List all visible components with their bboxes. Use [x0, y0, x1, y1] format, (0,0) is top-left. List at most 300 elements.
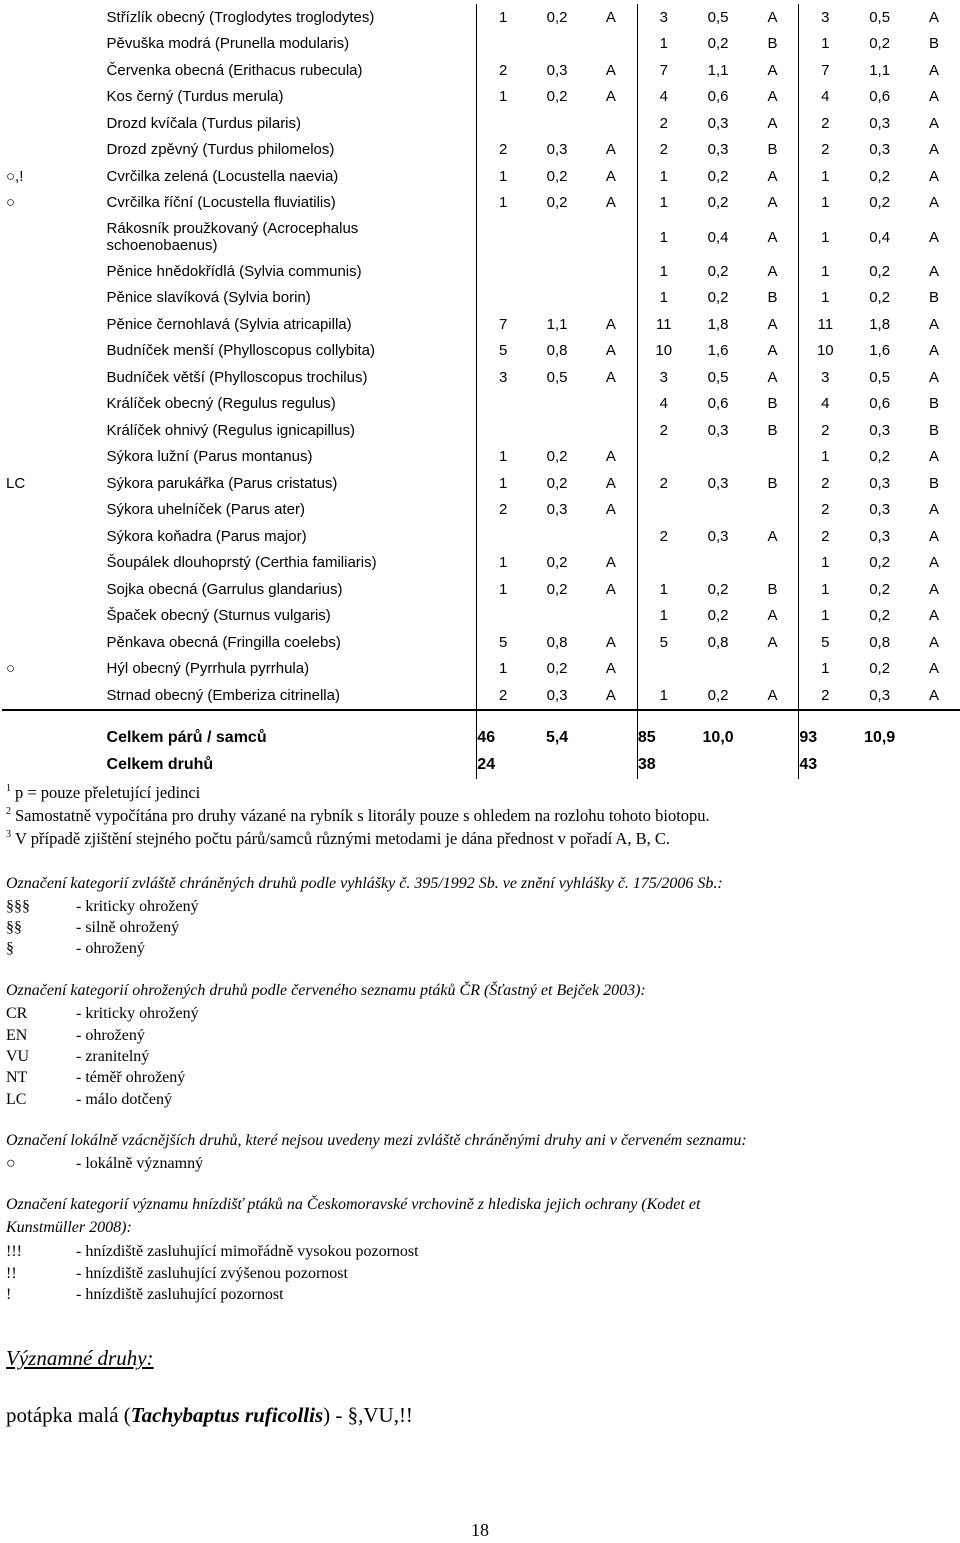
- total-cell: [747, 752, 799, 779]
- species-name: Strnad obecný (Emberiza citrinella): [106, 686, 340, 704]
- count-cell: 1: [477, 576, 529, 603]
- count-cell: [529, 417, 585, 444]
- count-cell: A: [585, 470, 637, 497]
- total-cell: [529, 752, 585, 779]
- species-name: Budníček větší (Phylloscopus trochilus): [106, 368, 368, 386]
- status-symbol: [2, 258, 103, 285]
- species-name: Pěnice slavíková (Sylvia borin): [106, 289, 311, 307]
- total-cell: 85: [637, 729, 656, 746]
- count-cell: B: [929, 289, 940, 307]
- count-cell: A: [585, 163, 637, 190]
- status-symbol: [2, 311, 103, 338]
- status-symbol: ○: [6, 660, 16, 678]
- count-cell: A: [747, 603, 799, 630]
- legend-protected-item: §§§ - kriticky ohrožený: [6, 898, 199, 915]
- count-cell: A: [747, 57, 799, 84]
- count-cell: 1: [477, 656, 529, 683]
- count-cell: A: [747, 216, 799, 258]
- count-cell: A: [747, 311, 799, 338]
- table-row: [2, 497, 960, 524]
- count-cell: 1: [821, 262, 830, 280]
- legend-nesting-item: !! - hnízdiště zasluhující zvýšenou pozornost: [6, 1265, 348, 1282]
- count-cell: 0,2: [707, 35, 729, 53]
- status-symbol: [2, 57, 103, 84]
- status-symbol: [2, 137, 103, 164]
- species-name: Špaček obecný (Sturnus vulgaris): [106, 607, 331, 625]
- count-cell: A: [747, 682, 799, 710]
- total-label: Celkem párů / samců: [106, 729, 267, 746]
- count-cell: [477, 31, 529, 58]
- count-cell: 0,3: [707, 474, 729, 492]
- species-name: Pěnice černohlavá (Sylvia atricapilla): [106, 315, 352, 333]
- count-cell: 3: [821, 368, 830, 386]
- count-cell: 5: [477, 629, 529, 656]
- total-cell: 10,0: [702, 729, 734, 746]
- count-cell: A: [929, 61, 940, 79]
- table-row: [2, 523, 960, 550]
- total-cell: 10,9: [864, 729, 896, 746]
- status-symbol: [2, 444, 103, 471]
- count-cell: 2: [659, 421, 668, 439]
- count-cell: 1,1: [869, 61, 891, 79]
- count-cell: 1: [659, 35, 668, 53]
- count-cell: 2: [659, 114, 668, 132]
- count-cell: 0,5: [869, 368, 891, 386]
- count-cell: A: [747, 629, 799, 656]
- legend-redlist-item: LC - málo dotčený: [6, 1091, 172, 1108]
- count-cell: A: [929, 660, 940, 678]
- status-symbol: [2, 364, 103, 391]
- count-cell: A: [585, 338, 637, 365]
- count-cell: 7: [821, 61, 830, 79]
- table-row: [2, 470, 960, 497]
- count-cell: 2: [821, 114, 830, 132]
- count-cell: 2: [477, 57, 529, 84]
- count-cell: [529, 523, 585, 550]
- count-cell: A: [929, 368, 940, 386]
- count-cell: 0,8: [546, 342, 568, 360]
- legend-nesting-heading: Označení kategorií významu hnízdišť ptáků na Českomoravské vrchovině z hlediska jejich ochrany (Kodet et: [6, 1196, 701, 1213]
- count-cell: [529, 216, 585, 258]
- count-cell: [529, 285, 585, 312]
- table-row: [2, 550, 960, 577]
- species-name: Budníček menší (Phylloscopus collybita): [106, 342, 375, 360]
- count-cell: 0,2: [707, 167, 729, 185]
- count-cell: A: [929, 448, 940, 466]
- count-cell: 0,2: [546, 448, 568, 466]
- status-symbol: [2, 391, 103, 418]
- count-cell: 4: [821, 395, 830, 413]
- count-cell: 2: [477, 497, 529, 524]
- count-cell: 1: [477, 550, 529, 577]
- count-cell: [477, 285, 529, 312]
- species-name: Sýkora parukářka (Parus cristatus): [106, 474, 338, 492]
- species-name: Pěnkava obecná (Fringilla coelebs): [106, 633, 341, 651]
- status-symbol: LC: [6, 474, 26, 492]
- count-cell: B: [747, 137, 799, 164]
- count-cell: [585, 216, 637, 258]
- table-row: [2, 311, 960, 338]
- count-cell: 0,5: [707, 8, 729, 26]
- species-name: Drozd kvíčala (Turdus pilaris): [106, 114, 302, 132]
- species-name: Sojka obecná (Garrulus glandarius): [106, 580, 343, 598]
- count-cell: 0,2: [707, 580, 729, 598]
- count-cell: 0,3: [707, 527, 729, 545]
- count-cell: A: [929, 315, 940, 333]
- table-row: [2, 285, 960, 312]
- count-cell: 0,3: [869, 141, 891, 159]
- count-cell: 0,2: [546, 554, 568, 572]
- count-cell: 1: [477, 163, 529, 190]
- count-cell: 1,1: [546, 315, 568, 333]
- count-cell: A: [747, 338, 799, 365]
- count-cell: [585, 110, 637, 137]
- legend-protected-item: §§ - silně ohrožený: [6, 919, 180, 936]
- count-cell: A: [585, 311, 637, 338]
- count-cell: B: [747, 31, 799, 58]
- count-cell: 2: [821, 527, 830, 545]
- count-cell: [747, 444, 799, 471]
- table-row: [2, 444, 960, 471]
- total-cell: [908, 752, 960, 779]
- species-name: Červenka obecná (Erithacus rubecula): [106, 61, 363, 79]
- table-row: [2, 4, 960, 31]
- table-row: [2, 137, 960, 164]
- count-cell: 1: [659, 194, 668, 212]
- count-cell: A: [747, 163, 799, 190]
- table-row: [2, 629, 960, 656]
- count-cell: B: [929, 421, 940, 439]
- count-cell: 2: [821, 501, 830, 519]
- legend-nesting-item: ! - hnízdiště zasluhující pozornost: [6, 1286, 284, 1303]
- status-symbol: [2, 31, 103, 58]
- section-title: Významné druhy:: [6, 1346, 154, 1370]
- count-cell: 1: [477, 444, 529, 471]
- count-cell: 2: [477, 682, 529, 710]
- total-cell: 43: [799, 756, 818, 773]
- count-cell: 3: [659, 368, 668, 386]
- total-label: Celkem druhů: [106, 756, 214, 773]
- table-row: [2, 258, 960, 285]
- count-cell: [637, 550, 689, 577]
- count-cell: 0,8: [546, 633, 568, 651]
- species-name: Cvrčilka zelená (Locustella naevia): [106, 167, 339, 185]
- species-name: Pěnice hnědokřídlá (Sylvia communis): [106, 262, 362, 280]
- count-cell: A: [585, 364, 637, 391]
- count-cell: 0,3: [546, 686, 568, 704]
- count-cell: A: [585, 682, 637, 710]
- count-cell: 1: [659, 262, 668, 280]
- species-name: Sýkora uhelníček (Parus ater): [106, 501, 305, 519]
- count-cell: 0,2: [869, 262, 891, 280]
- table-row: [2, 391, 960, 418]
- count-cell: 0,3: [546, 61, 568, 79]
- count-cell: 5: [821, 633, 830, 651]
- species-name: Kos černý (Turdus merula): [106, 88, 284, 106]
- count-cell: 1: [659, 228, 668, 246]
- table-row: [2, 682, 960, 710]
- count-cell: [477, 391, 529, 418]
- count-cell: 0,2: [869, 448, 891, 466]
- total-cell: [851, 752, 908, 779]
- count-cell: [529, 391, 585, 418]
- count-cell: 0,2: [869, 660, 891, 678]
- count-cell: A: [585, 57, 637, 84]
- count-cell: 0,2: [707, 686, 729, 704]
- count-cell: A: [585, 656, 637, 683]
- count-cell: 0,3: [869, 686, 891, 704]
- count-cell: [529, 603, 585, 630]
- table-row: [2, 84, 960, 111]
- count-cell: A: [747, 190, 799, 217]
- count-cell: B: [747, 391, 799, 418]
- total-cell: [908, 725, 960, 752]
- count-cell: 0,8: [707, 633, 729, 651]
- count-cell: 0,2: [707, 262, 729, 280]
- total-cell: [747, 725, 799, 752]
- legend-protected-heading: Označení kategorií zvláště chráněných druhů podle vyhlášky č. 395/1992 Sb. ve znění vyhlášky č. 175/2006 Sb.:: [6, 875, 723, 892]
- count-cell: A: [929, 194, 940, 212]
- count-cell: 0,5: [707, 368, 729, 386]
- table-row: [2, 163, 960, 190]
- legend-redlist-item: VU - zranitelný: [6, 1048, 150, 1065]
- total-cell: 46: [477, 725, 529, 752]
- legend-local-heading: Označení lokálně vzácnějších druhů, které nejsou uvedeny mezi zvláště chráněnými druhy ani v červeném seznamu:: [6, 1132, 747, 1149]
- total-cell: 93: [799, 729, 818, 746]
- table-row: [2, 57, 960, 84]
- status-symbol: [2, 576, 103, 603]
- count-cell: 0,5: [546, 368, 568, 386]
- count-cell: 1: [821, 35, 830, 53]
- table-row: [2, 216, 960, 258]
- count-cell: 0,3: [869, 527, 891, 545]
- status-symbol: [2, 110, 103, 137]
- count-cell: [585, 285, 637, 312]
- count-cell: 1: [821, 194, 830, 212]
- count-cell: 0,6: [707, 395, 729, 413]
- status-symbol: [2, 216, 103, 258]
- table-row: [2, 110, 960, 137]
- count-cell: A: [929, 114, 940, 132]
- total-cell: 24: [477, 752, 529, 779]
- significant-species: potápka malá (Tachybaptus ruficollis) - §,VU,!!: [6, 1403, 413, 1427]
- legend-nesting-item: !!! - hnízdiště zasluhující mimořádně vysokou pozornost: [6, 1243, 419, 1260]
- count-cell: 2: [659, 141, 668, 159]
- species-name: Pěvuška modrá (Prunella modularis): [106, 35, 350, 53]
- legend-redlist-item: EN - ohrožený: [6, 1027, 145, 1044]
- status-symbol: ○,!: [6, 167, 24, 185]
- count-cell: A: [585, 84, 637, 111]
- count-cell: 0,3: [707, 421, 729, 439]
- count-cell: 2: [659, 527, 668, 545]
- total-cell: [585, 752, 637, 779]
- count-cell: 2: [477, 137, 529, 164]
- count-cell: A: [585, 190, 637, 217]
- count-cell: 0,2: [869, 607, 891, 625]
- count-cell: A: [585, 137, 637, 164]
- count-cell: 0,6: [707, 88, 729, 106]
- count-cell: [585, 31, 637, 58]
- count-cell: 4: [659, 395, 668, 413]
- count-cell: 1,8: [869, 315, 891, 333]
- count-cell: 5: [659, 633, 668, 651]
- count-cell: B: [929, 474, 940, 492]
- status-symbol: [2, 84, 103, 111]
- footnote-2: $^2$ Samostatně vypočítána pro druhy vázané na rybník s litorály pouze s ohledem na rozlohu tohoto biotopu.: [6, 806, 710, 825]
- count-cell: 4: [821, 88, 830, 106]
- count-cell: 4: [659, 88, 668, 106]
- count-cell: 2: [821, 421, 830, 439]
- count-cell: [529, 31, 585, 58]
- count-cell: [585, 391, 637, 418]
- count-cell: [585, 523, 637, 550]
- legend-redlist-item: NT - téměř ohrožený: [6, 1069, 186, 1086]
- status-symbol: [2, 338, 103, 365]
- legend-redlist-item: CR - kriticky ohrožený: [6, 1005, 199, 1022]
- table-row: [2, 576, 960, 603]
- count-cell: 0,2: [546, 8, 568, 26]
- count-cell: 0,6: [869, 88, 891, 106]
- species-name: Střízlík obecný (Troglodytes troglodytes): [106, 8, 375, 26]
- status-symbol: [2, 523, 103, 550]
- count-cell: B: [929, 395, 940, 413]
- count-cell: 0,3: [546, 501, 568, 519]
- count-cell: A: [929, 342, 940, 360]
- count-cell: [637, 656, 689, 683]
- table-row: [2, 364, 960, 391]
- count-cell: A: [585, 497, 637, 524]
- count-cell: 7: [659, 61, 668, 79]
- count-cell: 0,2: [546, 194, 568, 212]
- count-cell: 0,3: [869, 501, 891, 519]
- count-cell: 3: [659, 8, 668, 26]
- count-cell: 0,2: [546, 88, 568, 106]
- count-cell: 1,8: [707, 315, 729, 333]
- status-symbol: [2, 285, 103, 312]
- count-cell: 1: [477, 84, 529, 111]
- legend-protected-item: § - ohrožený: [6, 940, 145, 957]
- count-cell: 0,3: [707, 114, 729, 132]
- count-cell: A: [585, 576, 637, 603]
- species-name: Hýl obecný (Pyrrhula pyrrhula): [106, 660, 310, 678]
- count-cell: 0,2: [869, 167, 891, 185]
- count-cell: A: [929, 228, 940, 246]
- count-cell: 2: [659, 474, 668, 492]
- count-cell: 1: [477, 4, 529, 31]
- count-cell: 7: [477, 311, 529, 338]
- count-cell: 11: [817, 315, 834, 333]
- count-cell: 11: [655, 315, 672, 333]
- count-cell: 0,3: [869, 114, 891, 132]
- count-cell: 2: [821, 474, 830, 492]
- count-cell: [477, 216, 529, 258]
- count-cell: A: [929, 8, 940, 26]
- table-row: [2, 417, 960, 444]
- species-name: Králíček obecný (Regulus regulus): [106, 395, 336, 413]
- count-cell: A: [929, 167, 940, 185]
- count-cell: 0,3: [869, 421, 891, 439]
- count-cell: [529, 110, 585, 137]
- count-cell: 0,2: [546, 660, 568, 678]
- count-cell: 1: [821, 554, 830, 572]
- count-cell: [747, 656, 799, 683]
- count-cell: 1,6: [869, 342, 891, 360]
- total-cell: [690, 752, 747, 779]
- count-cell: 0,2: [546, 474, 568, 492]
- count-cell: A: [585, 550, 637, 577]
- count-cell: [747, 550, 799, 577]
- count-cell: 0,2: [869, 554, 891, 572]
- count-cell: A: [747, 364, 799, 391]
- count-cell: A: [929, 262, 940, 280]
- count-cell: 0,3: [546, 141, 568, 159]
- page-number: 18: [471, 1520, 489, 1540]
- count-cell: 1: [659, 167, 668, 185]
- count-cell: 1: [659, 607, 668, 625]
- count-cell: A: [747, 258, 799, 285]
- count-cell: [585, 603, 637, 630]
- table-divider: [2, 710, 960, 725]
- count-cell: A: [747, 4, 799, 31]
- count-cell: 1: [659, 289, 668, 307]
- legend-redlist-heading: Označení kategorií ohrožených druhů podle červeného seznamu ptáků ČR (Šťastný et Bejček 2003):: [6, 982, 646, 999]
- species-name: Drozd zpěvný (Turdus philomelos): [106, 141, 335, 159]
- count-cell: 0,2: [869, 580, 891, 598]
- count-cell: A: [929, 527, 940, 545]
- count-cell: B: [747, 576, 799, 603]
- count-cell: [637, 444, 689, 471]
- status-symbol: [2, 497, 103, 524]
- count-cell: [585, 258, 637, 285]
- count-cell: 10: [816, 342, 834, 360]
- status-symbol: [2, 603, 103, 630]
- table-row: [2, 603, 960, 630]
- total-row: [2, 725, 960, 752]
- count-cell: A: [929, 88, 940, 106]
- status-symbol: ○: [6, 194, 16, 212]
- count-cell: 0,2: [546, 167, 568, 185]
- count-cell: 0,2: [546, 580, 568, 598]
- count-cell: 1: [821, 289, 830, 307]
- species-name: Šoupálek dlouhoprstý (Certhia familiaris): [106, 554, 377, 572]
- status-symbol: [2, 417, 103, 444]
- count-cell: B: [929, 35, 940, 53]
- status-symbol: [2, 682, 103, 710]
- count-cell: [477, 258, 529, 285]
- count-cell: 1: [659, 686, 668, 704]
- count-cell: A: [929, 141, 940, 159]
- species-name: Sýkora koňadra (Parus major): [106, 527, 307, 545]
- count-cell: 1: [821, 607, 830, 625]
- count-cell: 2: [821, 141, 830, 159]
- count-cell: [529, 258, 585, 285]
- status-symbol: [2, 629, 103, 656]
- total-row: [2, 752, 960, 779]
- count-cell: 3: [477, 364, 529, 391]
- count-cell: 0,2: [869, 194, 891, 212]
- count-cell: 5: [477, 338, 529, 365]
- count-cell: A: [747, 84, 799, 111]
- count-cell: 0,3: [869, 474, 891, 492]
- count-cell: 1: [659, 580, 668, 598]
- footnote-1: $^1$ p = pouze přeletující jedinci: [6, 783, 201, 802]
- count-cell: 1,6: [707, 342, 729, 360]
- count-cell: B: [747, 285, 799, 312]
- count-cell: 0,2: [707, 194, 729, 212]
- count-cell: 1: [821, 660, 830, 678]
- count-cell: A: [929, 633, 940, 651]
- count-cell: 0,2: [869, 35, 891, 53]
